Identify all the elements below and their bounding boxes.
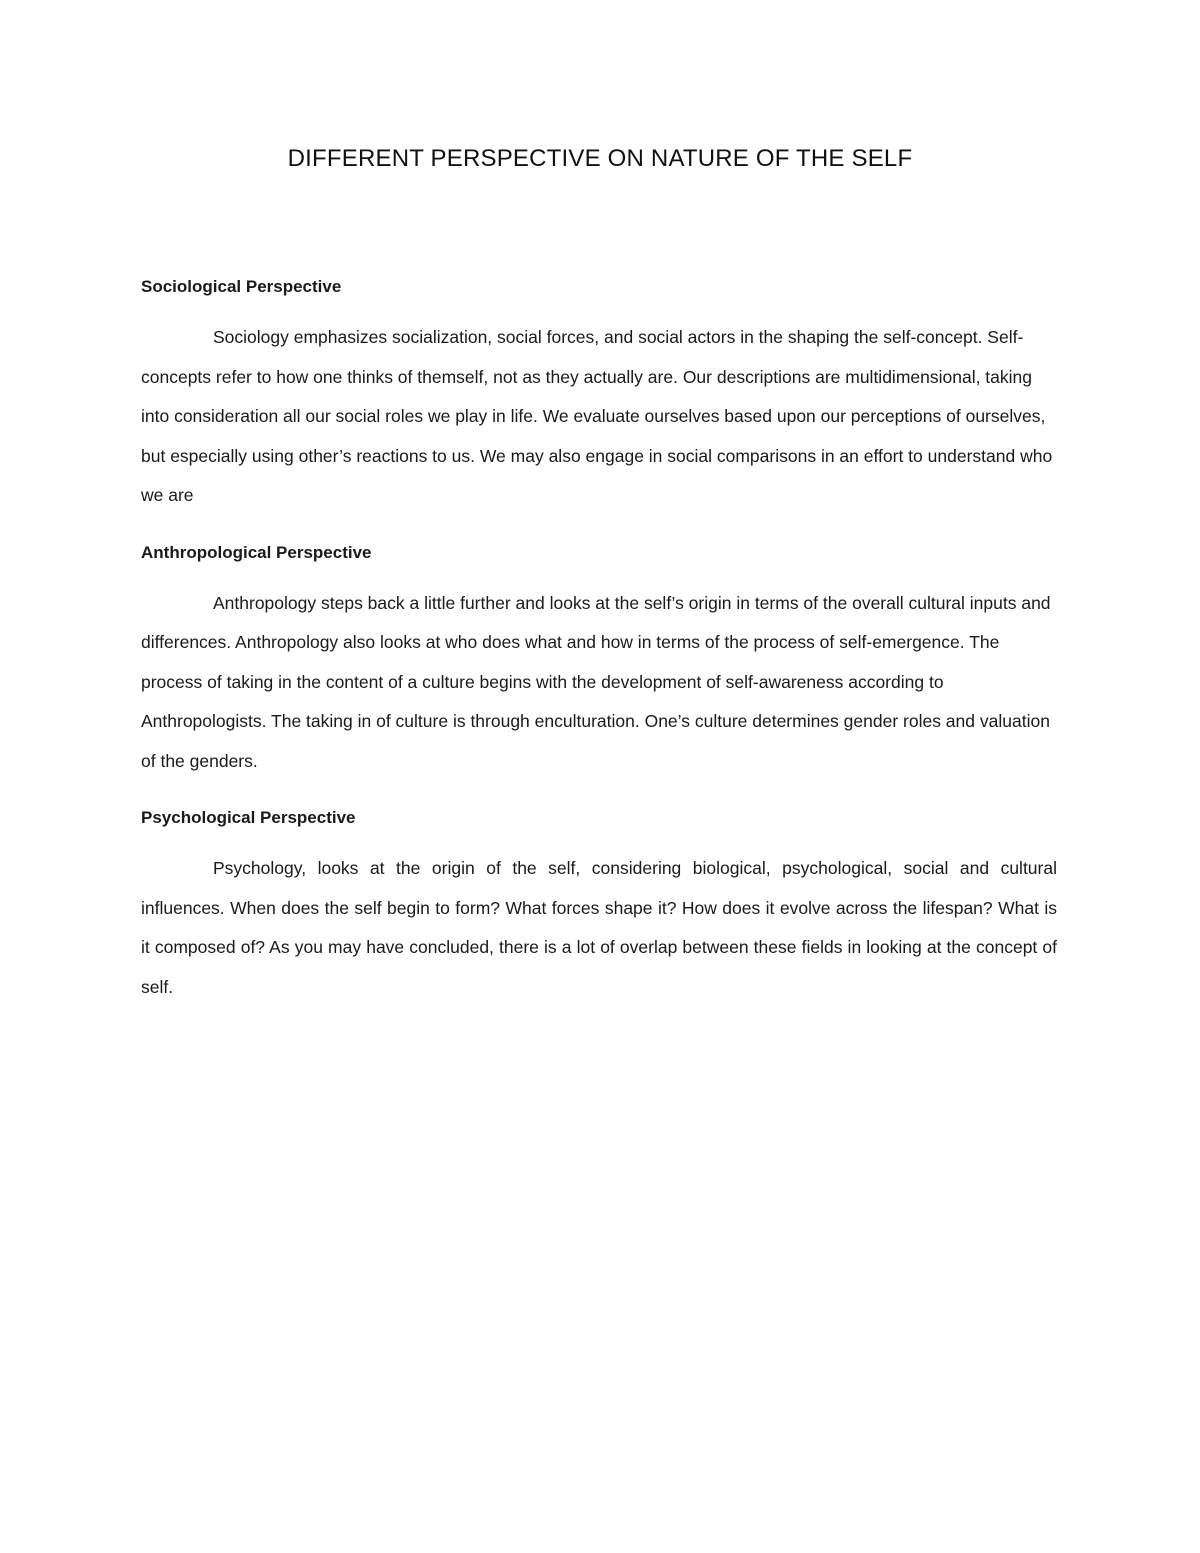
section-sociological bbox=[141, 272, 1057, 516]
section-heading: Sociological Perspective bbox=[141, 277, 342, 296]
section-paragraph: Anthropology steps back a little further and looks at the self’s origin in terms of the overall cultural inputs and differences. Anthropology also looks at who does what and how in terms of the process of self-emergence. The process of taking in the content of a culture begins with the development of self-awareness according to Anthropologists. The taking in of culture is through enculturation. One’s culture determines gender roles and valuation of the genders. bbox=[141, 592, 1051, 771]
page-title: DIFFERENT PERSPECTIVE ON NATURE OF THE SELF bbox=[287, 145, 913, 172]
section-psychological bbox=[141, 803, 1057, 1007]
section-heading: Psychological Perspective bbox=[141, 808, 356, 827]
section-paragraph: Psychology, looks at the origin of the self, considering biological, psychological, social and cultural influences. When does the self begin to form? What forces shape it? How does it evolve across the lifespan? What is it composed of? As you may have concluded, there is a lot of overlap between these fields in looking at the concept of self. bbox=[141, 858, 1057, 997]
section-anthropological bbox=[141, 538, 1057, 782]
section-paragraph: Sociology emphasizes socialization, social forces, and social actors in the shaping the self-concept. Self-concepts refer to how one thinks of themself, not as they actually are. Our descriptions are multidimensional, taking into consideration all our social roles we play in life. We evaluate ourselves based upon our perceptions of ourselves, but especially using other’s reactions to us. We may also engage in social comparisons in an effort to understand who we are bbox=[141, 327, 1053, 505]
section-heading: Anthropological Perspective bbox=[141, 542, 372, 562]
document-body bbox=[141, 272, 1057, 1029]
